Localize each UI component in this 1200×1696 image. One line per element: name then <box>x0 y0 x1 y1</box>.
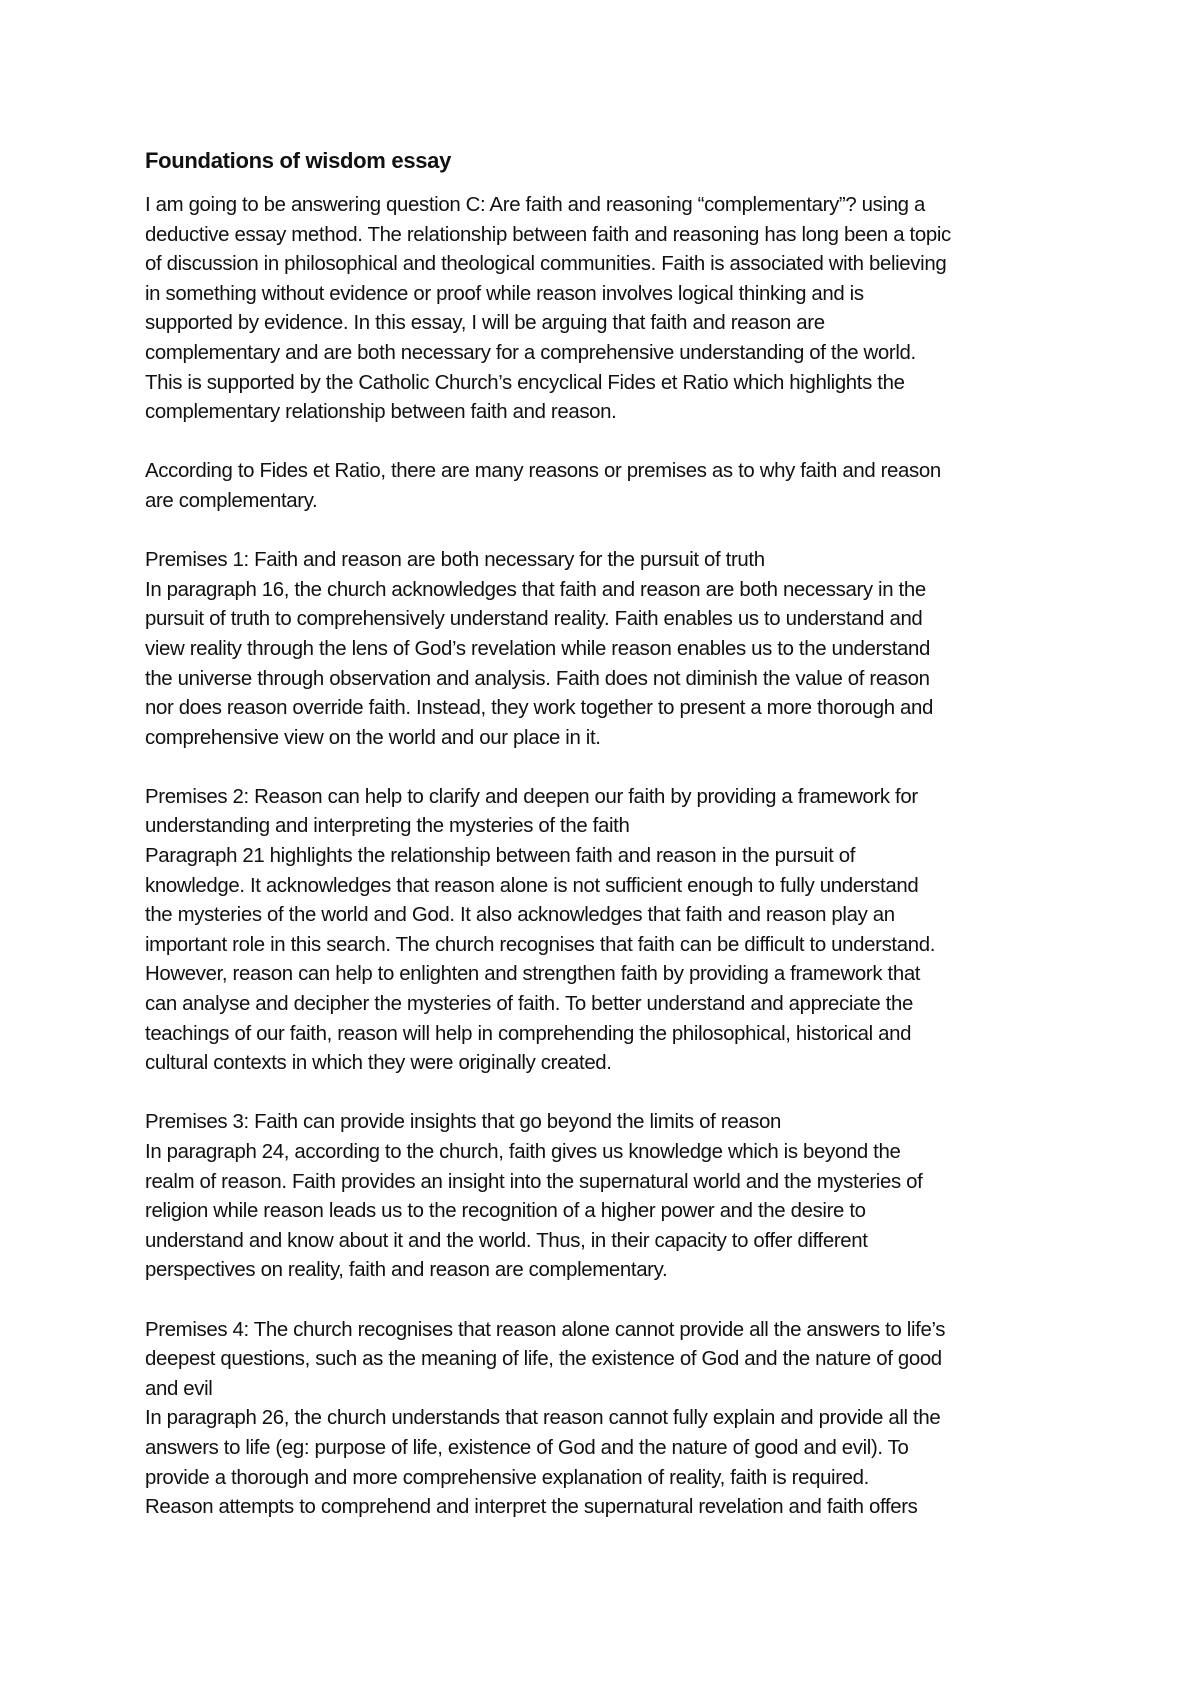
text-line: I am going to be answering question C: Are faith and reasoning “complementary”? using a <box>145 194 925 216</box>
text-line: complementary and are both necessary for a comprehensive understanding of the world. <box>145 341 916 364</box>
text-line: Premises 3: Faith can provide insights that go beyond the limits of reason <box>145 1111 782 1134</box>
text-line: Premises 1: Faith and reason are both necessary for the pursuit of truth <box>145 549 765 572</box>
text-line: of discussion in philosophical and theological communities. Faith is associated with believing <box>145 253 947 276</box>
text-line: teachings of our faith, reason will help in comprehending the philosophical, historical and <box>145 1022 912 1045</box>
text-line: perspectives on reality, faith and reason are complementary. <box>145 1259 668 1282</box>
text-line: pursuit of truth to comprehensively understand reality. Faith enables us to understand and <box>145 608 923 631</box>
paragraph-premise-4 <box>145 1316 1075 1523</box>
text-line: understand and know about it and the world. Thus, in their capacity to offer different <box>145 1229 868 1252</box>
text-line: important role in this search. The church recognises that faith can be difficult to understand. <box>145 933 936 956</box>
text-line: nor does reason override faith. Instead, they work together to present a more thorough and <box>145 697 934 720</box>
paragraph-fides-et-ratio <box>145 457 1075 516</box>
paragraph-list <box>145 191 1075 1523</box>
text-line: This is supported by the Catholic Church’s encyclical Fides et Ratio which highlights the <box>145 371 905 394</box>
document-title: Foundations of wisdom essay <box>145 148 452 173</box>
text-line: In paragraph 26, the church understands that reason cannot fully explain and provide all the <box>145 1407 941 1430</box>
text-line: complementary relationship between faith and reason. <box>145 401 617 424</box>
text-line: the universe through observation and analysis. Faith does not diminish the value of reason <box>145 667 930 690</box>
text-line: Premises 4: The church recognises that reason alone cannot provide all the answers to life’s <box>145 1318 946 1341</box>
text-line: supported by evidence. In this essay, I will be arguing that faith and reason are <box>145 312 825 335</box>
text-line: Reason attempts to comprehend and interpret the supernatural revelation and faith offers <box>145 1496 918 1519</box>
text-line: comprehensive view on the world and our place in it. <box>145 726 601 749</box>
text-line: knowledge. It acknowledges that reason alone is not sufficient enough to fully understand <box>145 874 919 897</box>
text-line: answers to life (eg: purpose of life, existence of God and the nature of good and evil). To <box>145 1436 909 1459</box>
text-line: religion while reason leads us to the recognition of a higher power and the desire to <box>145 1200 866 1223</box>
text-line: view reality through the lens of God’s revelation while reason enables us to the understand <box>145 637 931 660</box>
text-line: are complementary. <box>145 489 318 512</box>
document-body <box>145 146 1075 1523</box>
text-line: understanding and interpreting the mysteries of the faith <box>145 815 630 838</box>
text-line: In paragraph 16, the church acknowledges that faith and reason are both necessary in the <box>145 578 926 601</box>
text-line: Paragraph 21 highlights the relationship between faith and reason in the pursuit of <box>145 845 856 868</box>
text-line: However, reason can help to enlighten and strengthen faith by providing a framework that <box>145 963 921 986</box>
text-line: cultural contexts in which they were originally created. <box>145 1052 612 1075</box>
paragraph-premise-1 <box>145 546 1075 753</box>
text-line: provide a thorough and more comprehensive explanation of reality, faith is required. <box>145 1466 869 1489</box>
paragraph-premise-3 <box>145 1108 1075 1286</box>
text-line: deductive essay method. The relationship between faith and reasoning has long been a topic <box>145 223 951 246</box>
text-line: can analyse and decipher the mysteries of faith. To better understand and appreciate the <box>145 993 913 1016</box>
text-line: According to Fides et Ratio, there are many reasons or premises as to why faith and reason <box>145 460 941 483</box>
text-line: deepest questions, such as the meaning of life, the existence of God and the nature of good <box>145 1348 942 1371</box>
text-line: Premises 2: Reason can help to clarify and deepen our faith by providing a framework for <box>145 785 918 808</box>
text-line: In paragraph 24, according to the church, faith gives us knowledge which is beyond the <box>145 1141 901 1163</box>
text-line: and evil <box>145 1377 213 1400</box>
text-line: in something without evidence or proof while reason involves logical thinking and is <box>145 282 864 305</box>
paragraph-premise-2 <box>145 783 1075 1079</box>
paragraph-intro <box>145 191 1075 428</box>
text-line: the mysteries of the world and God. It also acknowledges that faith and reason play an <box>145 904 895 927</box>
text-line: realm of reason. Faith provides an insight into the supernatural world and the mysteries of <box>145 1170 923 1193</box>
